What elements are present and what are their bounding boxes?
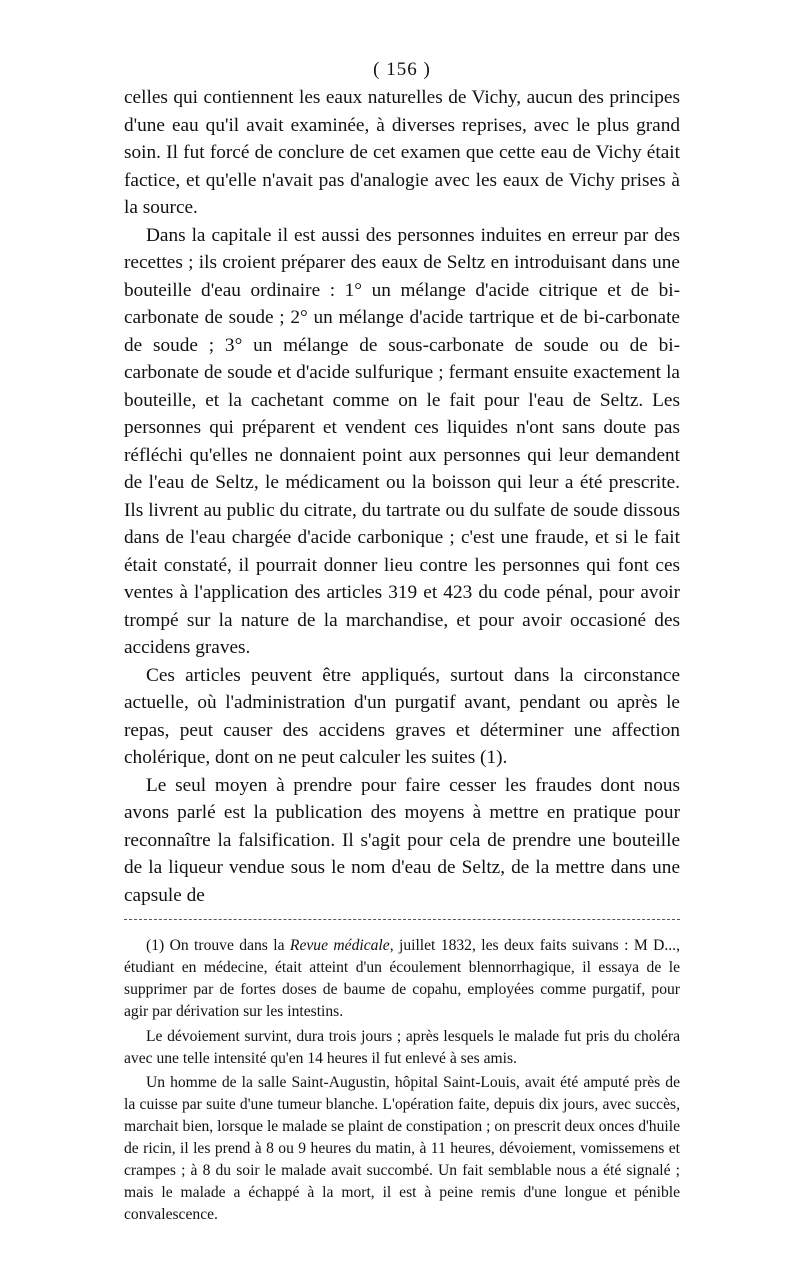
footnote-paragraph-3: Un homme de la salle Saint-Augustin, hôpital Saint-Louis, avait été amputé près de la cuisse par suite d'une tumeur blanche. L'opération faite, depuis dix jours, avec succès, marchait bien, lorsque le malade se plaint de constipation ; on prescrit deux onces d'huile de ricin, il les prend à 8 ou 9 heures du matin, à 11 heures, dévoiement, vomissemens et crampes ; à 8 du soir le malade avait succombé. Un fait semblable nous a été signalé ; mais le malade a échappé à la mort, il est à peine remis d'une longue et pénible convalescence.	[124, 1074, 680, 1223]
paragraph-3: Ces articles peuvent être appliqués, surtout dans la circonstance actuelle, où l'administration d'un purgatif avant, pendant ou après le repas, peut causer des accidens graves et déterminer une affection cholérique, dont on ne peut calculer les suites (1).	[124, 664, 680, 768]
footnote-paragraph-2: Le dévoiement survint, dura trois jours ; après lesquels le malade fut pris du choléra avec une telle intensité qu'en 14 heures il fut enlevé à ses amis.	[124, 1027, 680, 1067]
paragraph-4: Le seul moyen à prendre pour faire cesser les fraudes dont nous avons parlé est la publication des moyens à mettre en pratique pour reconnaître la falsification. Il s'agit pour cela de prendre une bouteille de la liqueur vendue sous le nom d'eau de Seltz, de la mettre dans une capsule de	[124, 774, 680, 906]
journal-title: Revue médicale	[289, 937, 390, 954]
document-page	[124, 56, 680, 1226]
paragraph-2: Dans la capitale il est aussi des personnes induites en erreur par des recettes ; ils croient préparer des eaux de Seltz en introduisant dans une bouteille d'eau ordinaire : 1° un mélange d'acide citrique et de bi-carbonate de soude ; 2° un mélange d'acide tartrique et de bi-carbonate de soude ; 3° un mélange de sous-carbonate de soude ou de bi-carbonate de soude et d'acide sulfurique ; fermant ensuite exactement la bouteille, et la cachetant comme on le fait pour l'eau de Seltz. Les personnes qui préparent et vendent ces liquides n'ont sans doute pas réfléchi qu'elles ne donnaient point aux personnes qui leur demandent de l'eau de Seltz, le médicament ou la boisson qui leur a été prescrite. Ils livrent au public du citrate, du tartrate ou du sulfate de soude dissous dans de l'eau chargée d'acide carbonique ; c'est une fraude, et si le fait était constaté, il pourrait donner lieu contre les personnes qui font ces ventes à l'application des articles 319 et 423 du code pénal, pour avoir trompé sur la nature de la marchandise, et pour avoir occasioné des accidens graves.	[124, 224, 680, 658]
page-number: ( 156 )	[373, 59, 431, 80]
footnote-divider	[124, 919, 680, 921]
main-text	[124, 84, 680, 909]
footnote-1	[124, 935, 680, 1023]
footnote-rest: , juillet 1832, les deux faits suivans : M D..., étudiant en médecine, était atteint d'un écoulement blennorrhagique, il essaya de le supprimer par de fortes doses de baume de copahu, employées comme purgatif, pour agir par dérivation sur les intestins.	[124, 937, 680, 1020]
footnotes	[124, 935, 680, 1226]
paragraph-1: celles qui contiennent les eaux naturelles de Vichy, aucun des principes d'une eau qu'il avait examinée, à diverses reprises, avec le plus grand soin. Il fut forcé de conclure de cet examen que cette eau de Vichy était factice, et qu'elle n'avait pas d'analogie avec les eaux de Vichy prises à la source.	[124, 87, 680, 218]
footnote-intro: (1) On trouve dans la	[146, 937, 290, 954]
